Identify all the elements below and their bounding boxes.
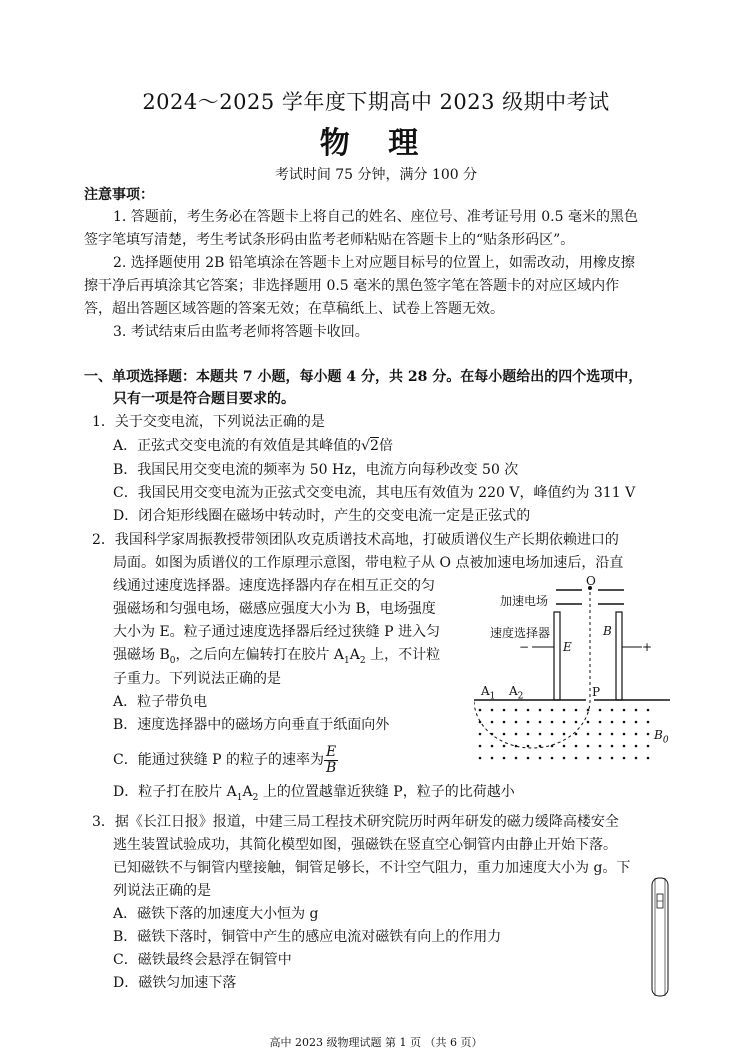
q2-line bbox=[113, 645, 440, 671]
q1-option-a-text: A．正弦式交变电流的有效值是其峰值的 bbox=[113, 438, 362, 454]
label-a1-text: A bbox=[481, 684, 490, 698]
q2-text: A bbox=[242, 784, 253, 800]
q2-sub: 2 bbox=[252, 792, 259, 803]
label-minus: − bbox=[519, 640, 530, 654]
q2-text: ，之后向左偏转打在胶片 A bbox=[175, 647, 345, 663]
q1-option-a-tail: 倍 bbox=[378, 438, 393, 454]
notice-line: 答，超出答题区域答题的答案无效；在草稿纸上、试卷上答题无效。 bbox=[84, 301, 504, 317]
q1-stem: 1．关于交变电流，下列说法正确的是 bbox=[92, 414, 325, 430]
q3-option-c: C．磁铁最终会悬浮在铜管中 bbox=[113, 952, 292, 968]
q1-option-b: B．我国民用交变电流的频率为 50 Hz，电流方向每秒改变 50 次 bbox=[113, 462, 519, 478]
label-accel-field: 加速电场 bbox=[500, 594, 549, 608]
q2-text: D．粒子打在胶片 A bbox=[113, 784, 237, 800]
label-plus: + bbox=[642, 640, 653, 654]
magnetic-field-dots bbox=[479, 709, 650, 760]
q3-line: 逃生装置试验成功，其简化模型如图，强磁铁在竖直空心铜管内由静止开始下落。 bbox=[113, 837, 617, 853]
q2-text: 上，不计粒 bbox=[365, 647, 441, 663]
label-a2-text: A bbox=[509, 684, 518, 698]
label-a2 bbox=[509, 684, 523, 701]
label-velocity-selector: 速度选择器 bbox=[490, 626, 551, 640]
q3-option-d: D．磁铁匀加速下落 bbox=[113, 975, 237, 991]
notice-line: 签字笔填写清楚，考生考试条形码由监考老师粘贴在答题卡上的“贴条形码区”。 bbox=[84, 232, 575, 248]
subject-title: 物 理 bbox=[319, 126, 433, 161]
q1-option-d: D．闭合矩形线圈在磁场中转动时，产生的交变电流一定是正弦式的 bbox=[113, 508, 531, 524]
copper-tube-diagram bbox=[648, 874, 672, 1000]
label-b0-sub: 0 bbox=[662, 735, 669, 746]
q2-sub: 1 bbox=[236, 792, 243, 803]
sqrt-symbol: √2 bbox=[361, 438, 379, 454]
q3-line: 3．据《长江日报》报道，中建三局工程技术研究院历时两年研发的磁力缓降高楼安全 bbox=[92, 814, 619, 830]
exam-info: 考试时间 75 分钟，满分 100 分 bbox=[274, 167, 478, 183]
label-a1 bbox=[481, 684, 495, 701]
q2-option-c bbox=[113, 740, 338, 780]
notice-line: 擦干净后再填涂其它答案；非选择题用 0.5 毫米的黑色签字笔在答题卡的对应区域内作 bbox=[84, 278, 620, 294]
label-e: E bbox=[563, 640, 572, 654]
q2-sub: 1 bbox=[344, 655, 350, 666]
notice-line: 3. 考试结束后由监考老师将答题卡收回。 bbox=[113, 324, 369, 340]
label-b0 bbox=[654, 728, 669, 745]
q2-line: 子重力。下列说法正确的是 bbox=[113, 671, 281, 687]
label-b: B bbox=[603, 624, 612, 638]
q2-line: 2．我国科学家周振教授带领团队攻克质谱技术高地，打破质谱仪生产长期依赖进口的 bbox=[92, 532, 619, 548]
sqrt-radicand: 2 bbox=[370, 438, 379, 454]
fraction-numerator: E bbox=[326, 743, 337, 760]
q2-line: 大小为 E。粒子通过速度选择器后经过狭缝 P 进入匀 bbox=[113, 624, 440, 640]
section-heading-cont: 只有一项是符合题目要求的。 bbox=[113, 391, 295, 407]
q3-option-b: B．磁铁下落时，铜管中产生的感应电流对磁铁有向上的作用力 bbox=[113, 929, 502, 945]
page-footer: 高中 2023 级物理试题 第 1 页 （共 6 页） bbox=[269, 1036, 483, 1049]
q2-sub: 0 bbox=[169, 655, 176, 666]
q2-line: 局面。如图为质谱仪的工作原理示意图，带电粒子从 O 点被加速电场加速后，沿直 bbox=[113, 555, 624, 571]
notice-line: 1. 答题前，考生务必在答题卡上将自己的姓名、座位号、准考证号用 0.5 毫米的黑色 bbox=[113, 209, 638, 225]
q2-line: 强磁场和匀强电场，磁感应强度大小为 B，电场强度 bbox=[113, 601, 436, 617]
q1-option-a bbox=[113, 436, 393, 456]
q3-line: 已知磁铁不与铜管内壁接触，铜管足够长，不计空气阻力，重力加速度大小为 g。下 bbox=[113, 860, 631, 876]
fraction-denominator: B bbox=[326, 759, 337, 776]
label-b0-text: B bbox=[654, 728, 663, 742]
q2-sub: 2 bbox=[359, 655, 366, 666]
exam-title: 2024～2025 学年度下期高中 2023 级期中考试 bbox=[142, 90, 610, 114]
notice-line: 2. 选择题使用 2B 铅笔填涂在答题卡上对应题目标号的位置上，如需改动，用橡皮擦 bbox=[113, 255, 635, 271]
q2-text: A bbox=[349, 647, 360, 663]
q2-text: 上的位置越靠近狭缝 P，粒子的比荷越小 bbox=[258, 784, 515, 800]
q2-option-b: B．速度选择器中的磁场方向垂直于纸面向外 bbox=[113, 717, 390, 733]
q2-option-d bbox=[113, 782, 515, 808]
q2-option-c-text: C．能通过狭缝 P 的粒子的速率为 bbox=[113, 752, 325, 768]
q1-option-c: C．我国民用交变电流为正弦式交变电流，其电压有效值为 220 V，峰值约为 311 V bbox=[113, 485, 636, 501]
notice-heading: 注意事项： bbox=[84, 187, 154, 203]
q3-line: 列说法正确的是 bbox=[113, 883, 211, 899]
q2-line: 线通过速度选择器。速度选择器内存在相互正交的匀 bbox=[113, 578, 435, 594]
fraction bbox=[324, 745, 338, 776]
label-a1-sub: 1 bbox=[489, 691, 496, 702]
q2-text: 强磁场 B bbox=[113, 647, 170, 663]
section-heading: 一、单项选择题：本题共 7 小题，每小题 4 分，共 28 分。在每小题给出的四个选项中， bbox=[84, 369, 643, 385]
q3-option-a: A．磁铁下落的加速度大小恒为 g bbox=[113, 906, 319, 922]
label-o: O bbox=[586, 574, 596, 588]
q2-option-a: A．粒子带负电 bbox=[113, 694, 208, 710]
label-a2-sub: 2 bbox=[517, 691, 524, 702]
label-p: P bbox=[592, 685, 601, 699]
